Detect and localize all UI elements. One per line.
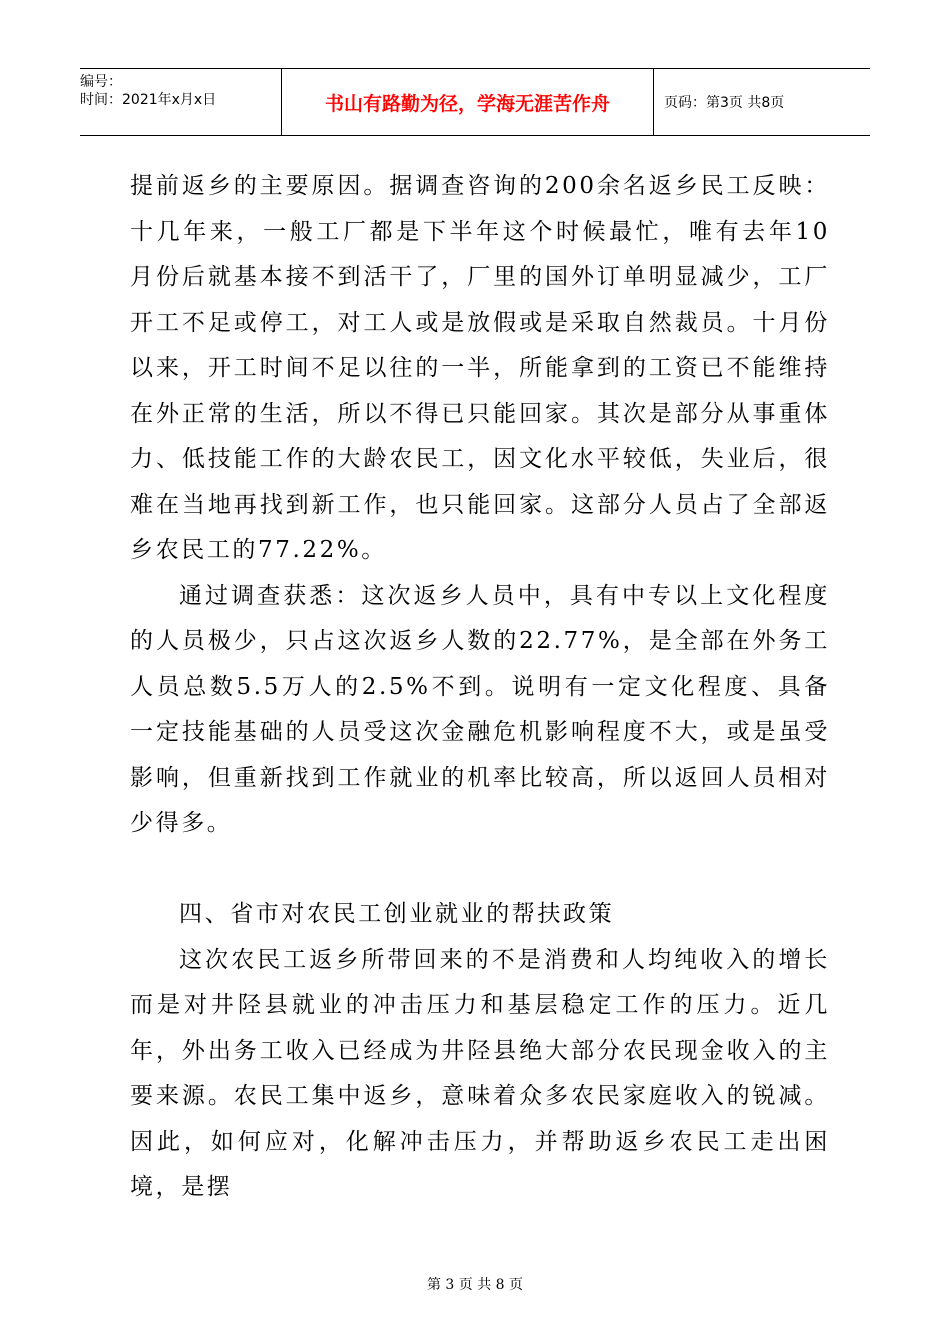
paragraph-1: 提前返乡的主要原因。据调查咨询的200余名返乡民工反映：十几年来，一般工厂都是下半年这个时候最忙，唯有去年10月份后就基本接不到活干了，厂里的国外订单明显减少，工厂开工不足或停工，对工人或是放假或是采取自然裁员。十月份以来，开工时间不足以往的一半，所能拿到的工资已不能维持在外正常的生活，所以不得已只能回家。其次是部分从事重体力、低技能工作的大龄农民工，因文化水平较低，失业后，很难在当地再找到新工作，也只能回家。这部分人员占了全部返乡农民工的77.22%。 bbox=[130, 173, 830, 563]
paragraph-spacer bbox=[130, 847, 830, 893]
section-heading: 四、省市对农民工创业就业的帮扶政策 bbox=[179, 901, 615, 927]
page-footer: 第 3 页 共 8 页 bbox=[426, 1277, 524, 1293]
header-table bbox=[80, 68, 870, 136]
header-meta-cell bbox=[80, 69, 282, 135]
header-motto: 书山有路勤为径，学海无涯苦作舟 bbox=[282, 69, 654, 135]
paragraph-3: 这次农民工返乡所带回来的不是消费和人均纯收入的增长而是对井陉县就业的冲击压力和基层稳定工作的压力。近几年，外出务工收入已经成为井陉县绝大部分农民现金收入的主要来源。农民工集中返乡，意味着众多农民家庭收入的锐减。因此，如何应对，化解冲击压力，并帮助返乡农民工走出困境，是摆 bbox=[130, 946, 830, 1200]
document-number-label: 编号： bbox=[80, 74, 122, 90]
header-page-number: 页码：第3页 共8页 bbox=[664, 95, 785, 111]
document-body bbox=[130, 164, 830, 1211]
document-time-label: 时间：2021年x月x日 bbox=[80, 92, 217, 108]
paragraph-2: 通过调查获悉：这次返乡人员中，具有中专以上文化程度的人员极少，只占这次返乡人数的22.77%，是全部在外务工人员总数5.5万人的2.5%不到。说明有一定文化程度、具备一定技能基础的人员受这次金融危机影响程度不大，或是虽受影响，但重新找到工作就业的机率比较高，所以返回人员相对少得多。 bbox=[130, 582, 830, 836]
